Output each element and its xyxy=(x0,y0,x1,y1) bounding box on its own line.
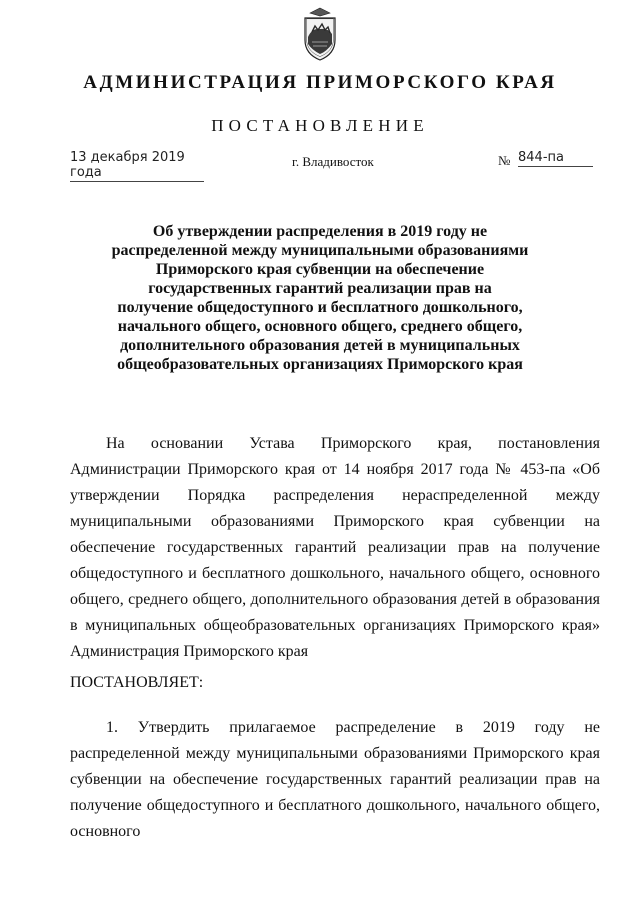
decree-heading: ПОСТАНОВЛЯЕТ: xyxy=(70,674,204,691)
document-type: ПОСТАНОВЛЕНИЕ xyxy=(211,116,429,135)
organization-name: АДМИНИСТРАЦИЯ ПРИМОРСКОГО КРАЯ xyxy=(83,72,557,93)
preamble-paragraph: На основании Устава Приморского края, постановления Администрации Приморского края от 14 ноября 2017 года № 453-па «Об утверждении Порядка распределения нераспределенной между муниципальными образованиями Приморского края субвенции на обеспечение государственных гарантий реализации прав на получение общедоступного и бесплатного дошкольного, начального общего, основного общего, среднего общего, дополнительного образования детей в образования в муниципальных общеобразовательных организациях Приморского края» Администрация Приморского края xyxy=(70,435,600,660)
document-number-label: № xyxy=(498,153,511,168)
document-date: 13 декабря 2019 года xyxy=(70,150,204,182)
coat-of-arms-icon xyxy=(300,6,340,62)
document-city: г. Владивосток xyxy=(292,154,374,169)
document-title: Об утверждении распределения в 2019 году не распределенной между муниципальными образованиями Приморского края субвенции на обеспечение государственных гарантий реализации прав на получение общедоступного и бесплатного дошкольного, начального общего, основного общего, среднего общего, дополнительного образования детей в муниципальных общеобразовательных организациях Приморского края xyxy=(111,223,529,373)
document-number: 844-па xyxy=(518,150,593,167)
clause-1-paragraph: 1. Утвердить прилагаемое распределение в 2019 году не распределенной между муниципальными образованиями Приморского края субвенции на обеспечение государственных гарантий реализации прав на получение общедоступного и бесплатного дошкольного, начального общего, основного xyxy=(70,719,600,840)
